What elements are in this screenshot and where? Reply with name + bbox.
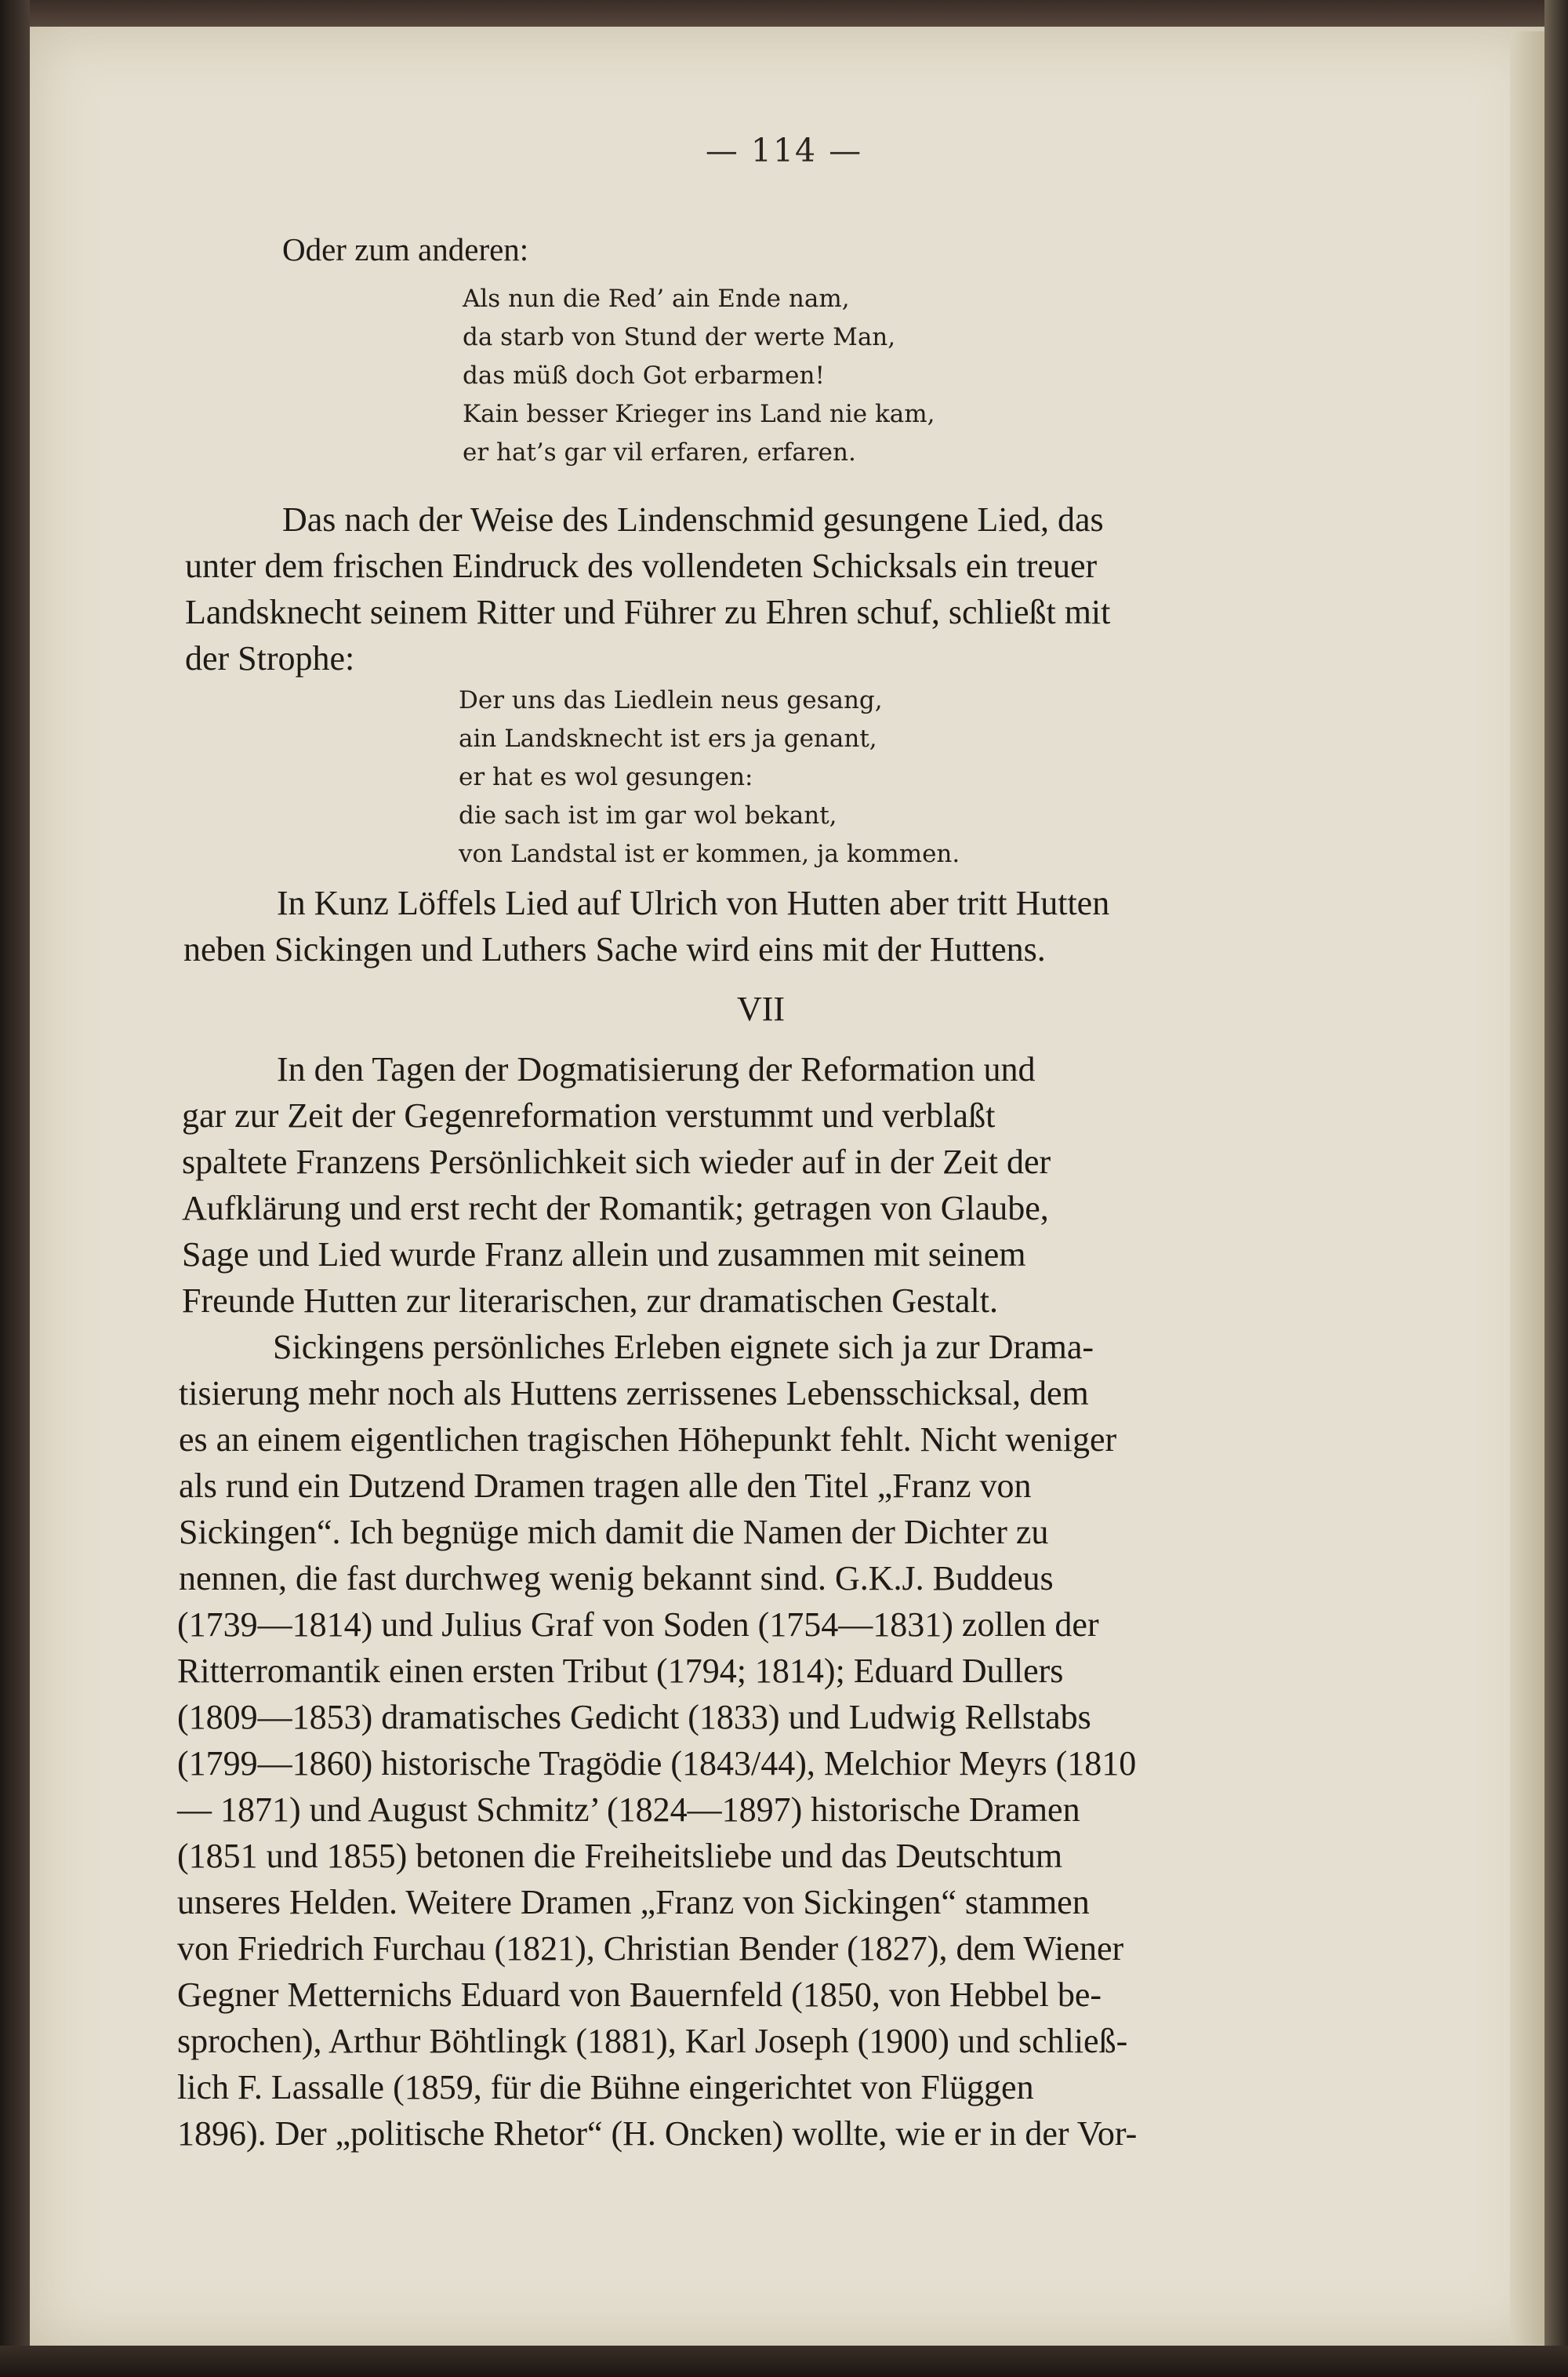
text-line: (1809—1853) dramatisches Gedicht (1833) und Ludwig Rellstabs [177, 1698, 1091, 1736]
text-line: tisierung mehr noch als Huttens zerrissenes Lebensschicksal, dem [179, 1374, 1089, 1412]
text-line: lich F. Lassalle (1859, für die Bühne eingerichtet von Flüggen [177, 2068, 1034, 2106]
text-line: sprochen), Arthur Böhtlingk (1881), Karl Joseph (1900) und schließ- [177, 2022, 1128, 2060]
text-line: Freunde Hutten zur literarischen, zur dramatischen Gestalt. [182, 1281, 998, 1320]
scan-border-bottom [0, 2346, 1568, 2377]
text-line: nennen, die fast durchweg wenig bekannt sind. G.K.J. Buddeus [179, 1559, 1054, 1597]
text-line: unter dem frischen Eindruck des vollendeten Schicksals ein treuer [185, 547, 1098, 585]
verse-line: er hat’s gar vil erfaren, erfaren. [463, 438, 856, 467]
text-line: von Friedrich Furchau (1821), Christian Bender (1827), dem Wiener [177, 1929, 1124, 1968]
text-line: Das nach der Weise des Lindenschmid gesungene Lied, das [282, 500, 1104, 539]
text-line: Ritterromantik einen ersten Tribut (1794; 1814); Eduard Dullers [177, 1652, 1064, 1690]
verse-line: Kain besser Krieger ins Land nie kam, [463, 400, 935, 428]
verse-line: ain Landsknecht ist ers ja genant, [459, 725, 877, 753]
book-spine-shadow [0, 0, 30, 2377]
verse-line: da starb von Stund der werte Man, [463, 323, 896, 351]
text-line: (1739—1814) und Julius Graf von Soden (1754—1831) zollen der [177, 1605, 1099, 1644]
page-edge [1510, 31, 1544, 2345]
page-number: — 114 — [705, 132, 863, 169]
verse-line: er hat es wol gesungen: [459, 763, 753, 791]
text-line: In Kunz Löffels Lied auf Ulrich von Hutten aber tritt Hutten [277, 884, 1110, 922]
text-line: — 1871) und August Schmitz’ (1824—1897) historische Dramen [177, 1790, 1080, 1829]
text-line: (1851 und 1855) betonen die Freiheitsliebe und das Deutschtum [177, 1837, 1063, 1875]
text-line: gar zur Zeit der Gegenreformation verstummt und verblaßt [182, 1096, 996, 1135]
text-line: Sage und Lied wurde Franz allein und zusammen mit seinem [182, 1235, 1026, 1274]
verse-line: Der uns das Liedlein neus gesang, [459, 686, 883, 714]
verse-line: von Landstal ist er kommen, ja kommen. [459, 840, 960, 868]
text-line: neben Sickingen und Luthers Sache wird eins mit der Huttens. [183, 930, 1046, 969]
verse-line: das müß doch Got erbarmen! [463, 362, 825, 390]
verse-line: die sach ist im gar wol bekant, [459, 801, 837, 830]
text-line: Sickingen“. Ich begnüge mich damit die Namen der Dichter zu [179, 1513, 1049, 1551]
text-line: Aufklärung und erst recht der Romantik; getragen von Glaube, [182, 1189, 1049, 1227]
text-line: spaltete Franzens Persönlichkeit sich wieder auf in der Zeit der [182, 1143, 1051, 1181]
text-line: der Strophe: [185, 639, 355, 678]
text-line: Gegner Metternichs Eduard von Bauernfeld (1850, von Hebbel be- [177, 1975, 1102, 2014]
intro-line: Oder zum anderen: [282, 231, 529, 267]
text-line: es an einem eigentlichen tragischen Höhepunkt fehlt. Nicht weniger [179, 1420, 1117, 1459]
text-line: unseres Helden. Weitere Dramen „Franz von Sickingen“ stammen [177, 1883, 1090, 1921]
scan-border-right [1544, 0, 1568, 2377]
section-heading: VII [737, 990, 786, 1028]
text-line: (1799—1860) historische Tragödie (1843/44), Melchior Meyrs (1810 [177, 1744, 1137, 1783]
text-line: Landsknecht seinem Ritter und Führer zu Ehren schuf, schließt mit [185, 593, 1111, 631]
verse-line: Als nun die Red’ ain Ende nam, [463, 285, 850, 313]
text-line: 1896). Der „politische Rhetor“ (H. Oncken) wollte, wie er in der Vor- [177, 2114, 1138, 2153]
text-line: Sickingens persönliches Erleben eignete sich ja zur Drama- [273, 1328, 1094, 1366]
text-line: In den Tagen der Dogmatisierung der Reformation und [277, 1050, 1036, 1089]
text-line: als rund ein Dutzend Dramen tragen alle den Titel „Franz von [179, 1467, 1032, 1505]
